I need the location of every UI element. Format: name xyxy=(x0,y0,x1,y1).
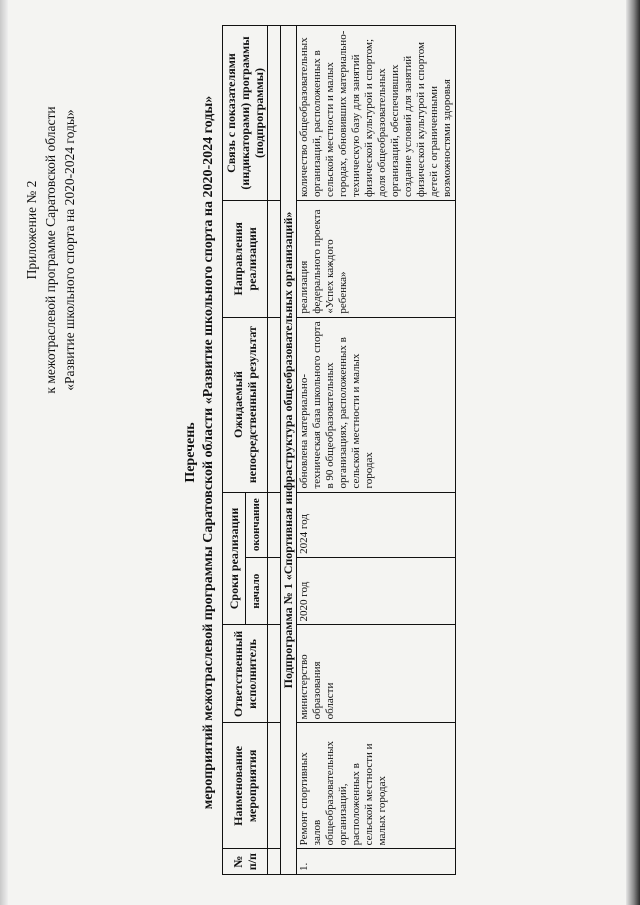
row-start: 2020 год xyxy=(297,557,456,625)
header-start: начало xyxy=(245,557,268,625)
header-dates: Сроки реализации xyxy=(223,492,246,625)
row-link: количество общеобразовательных организаций, расположенных в сельской местности и малых городах, обновивших материально-техническую базу для занятий физической культурой и спортом; доля общеобразовательных организаций, обеспечивших создание условий для занятий физической культурой и спортом детей с ограниченными возможностями здоровья xyxy=(297,26,456,201)
appendix-program-name: «Развитие школьного спорта на 2020-2024 годы» xyxy=(62,109,77,391)
header-name: Наименование мероприятия xyxy=(223,723,268,849)
row-directions: реализация федерального проекта «Успех каждого ребенка» xyxy=(297,201,456,318)
appendix-header xyxy=(22,70,79,430)
colnum-cell xyxy=(268,492,281,557)
colnum-cell xyxy=(268,849,281,875)
header-num: № п/п xyxy=(223,849,268,875)
row-end: 2024 год xyxy=(297,492,456,557)
header-link: Связь с показателями (индикаторами) программы (подпрограммы) xyxy=(223,26,268,201)
row-executor: министерство образования области xyxy=(297,625,456,723)
document-title xyxy=(182,0,218,905)
table-row xyxy=(297,26,456,875)
colnum-cell xyxy=(268,625,281,723)
colnum-cell xyxy=(268,723,281,849)
measures-table xyxy=(222,25,456,875)
appendix-program: к межотраслевой программе Саратовской области xyxy=(43,106,58,394)
appendix-number: Приложение № 2 xyxy=(24,180,39,280)
row-result: обновлена материально-техническая база школьного спорта в 90 общеобразовательных организациях, расположенных в сельской местности и малых городах xyxy=(297,317,456,492)
row-num: 1. xyxy=(297,849,456,875)
title-heading: Перечень xyxy=(183,422,198,483)
header-result: Ожидаемый непосредственный результат xyxy=(223,317,268,492)
colnum-cell xyxy=(268,317,281,492)
colnum-cell xyxy=(268,557,281,625)
subprogram-row: Подпрограмма № 1 «Спортивная инфраструктура общеобразовательных организаций» xyxy=(281,26,297,875)
colnum-cell xyxy=(268,26,281,201)
header-end: окончание xyxy=(245,492,268,557)
row-name: Ремонт спортивных залов общеобразовательных организаций, расположенных в сельской местности и малых городах xyxy=(297,723,456,849)
header-executor: Ответственный исполнитель xyxy=(223,625,268,723)
title-subheading: мероприятий межотраслевой программы Саратовской области «Развитие школьного спорта на 2020-2024 годы» xyxy=(201,95,216,810)
colnum-cell xyxy=(268,201,281,318)
column-number-row xyxy=(268,26,281,875)
header-directions: Направления реализации xyxy=(223,201,268,318)
